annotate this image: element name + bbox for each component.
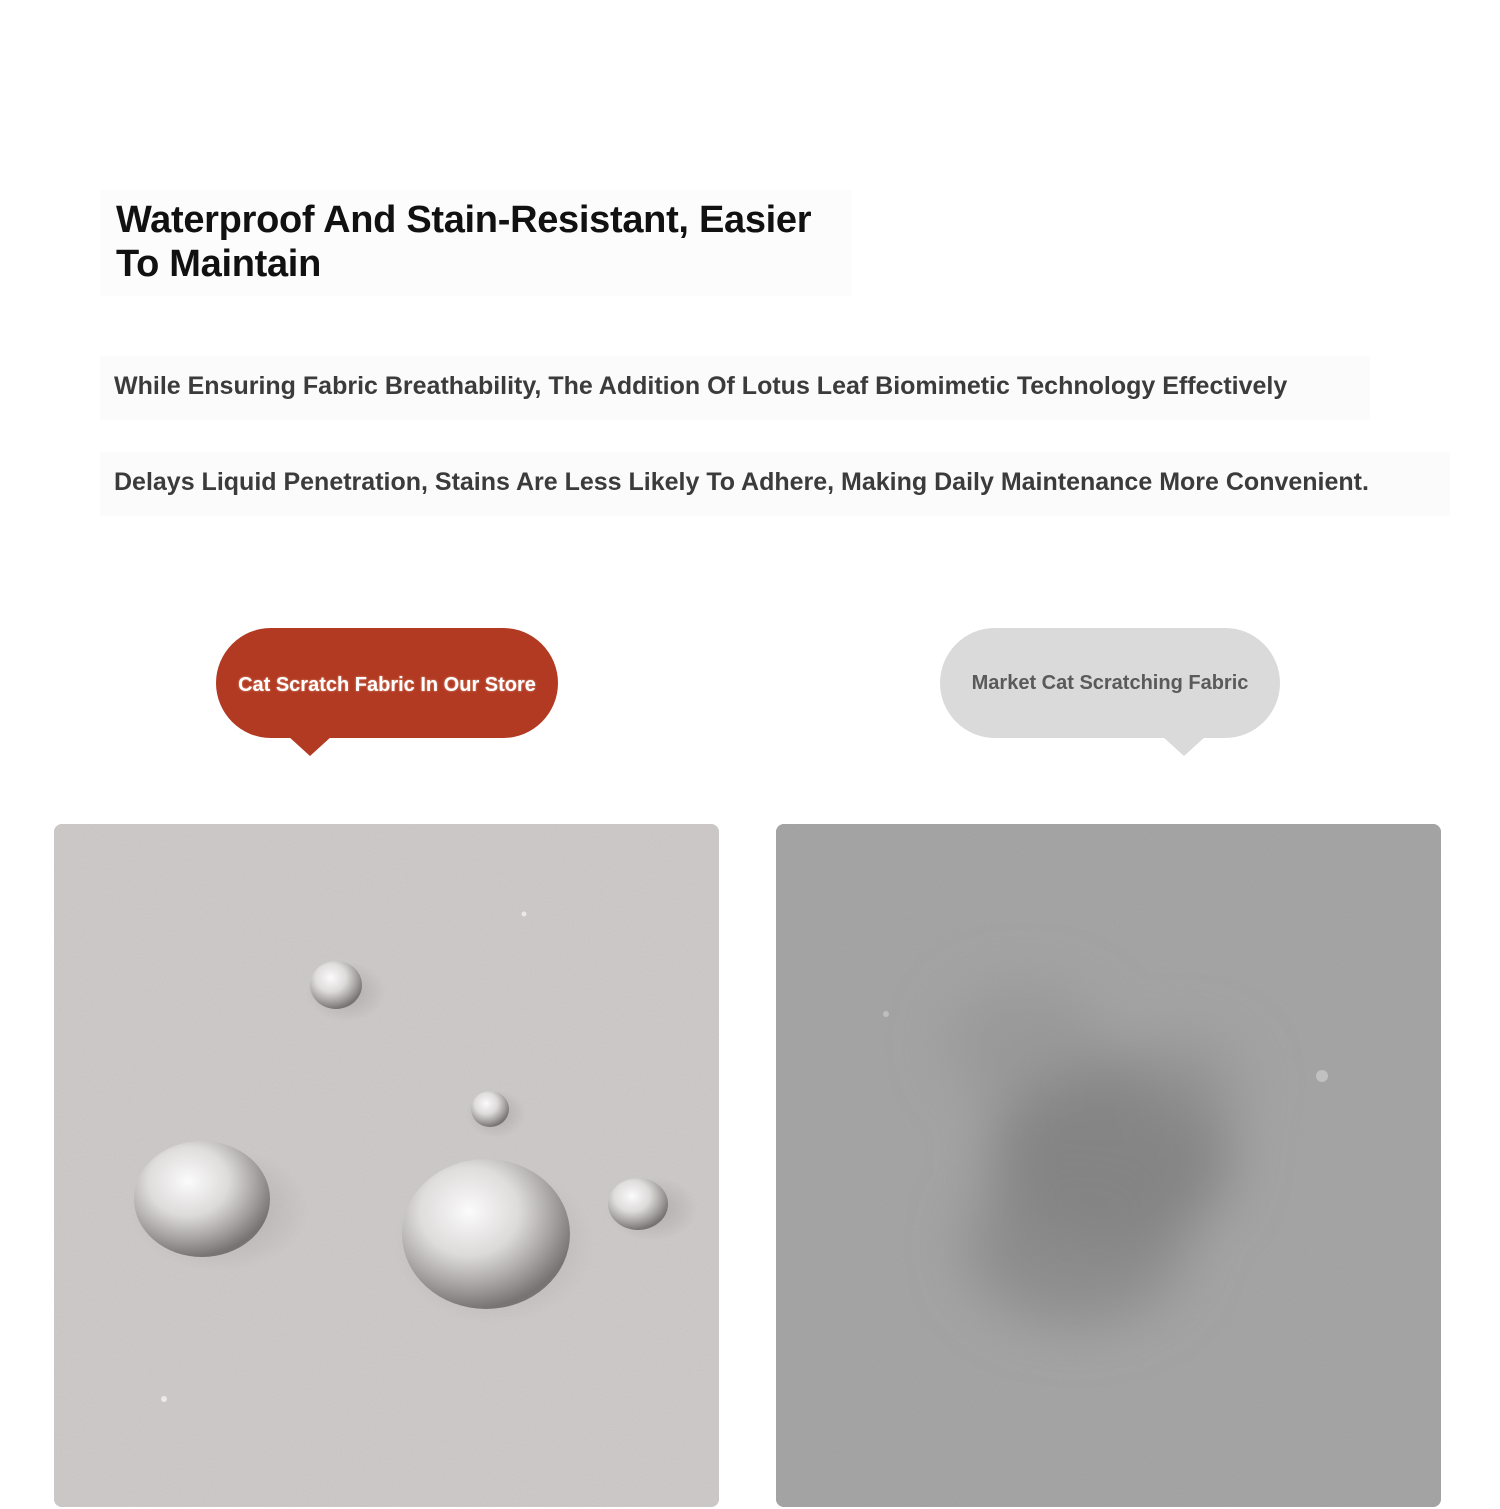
water-drop — [402, 1159, 570, 1309]
store-bubble-tail — [288, 736, 332, 756]
water-drop — [608, 1178, 668, 1230]
water-drop — [471, 1091, 509, 1127]
page-title — [116, 198, 856, 286]
description-line-1: While Ensuring Fabric Breathability, The Addition Of Lotus Leaf Biomimetic Technology Effectively — [114, 372, 1288, 400]
water-drop — [134, 1141, 270, 1257]
description-line-2: Delays Liquid Penetration, Stains Are Less Likely To Adhere, Making Daily Maintenance More Convenient. — [114, 468, 1369, 496]
market-fabric-photo — [776, 824, 1441, 1507]
page-title-line-2: To Maintain — [116, 243, 321, 285]
store-fabric-photo — [54, 824, 719, 1507]
market-fabric-bubble — [940, 628, 1280, 738]
page-title-line-1: Waterproof And Stain-Resistant, Easier — [116, 199, 812, 241]
store-fabric-bubble — [216, 628, 558, 738]
water-stain-illustration — [776, 824, 1441, 1507]
water-drop — [310, 961, 362, 1009]
store-fabric-label: Cat Scratch Fabric In Our Store — [238, 673, 536, 696]
market-bubble-tail — [1162, 736, 1206, 756]
water-beading-illustration — [54, 824, 719, 1507]
market-fabric-label: Market Cat Scratching Fabric — [971, 671, 1249, 694]
